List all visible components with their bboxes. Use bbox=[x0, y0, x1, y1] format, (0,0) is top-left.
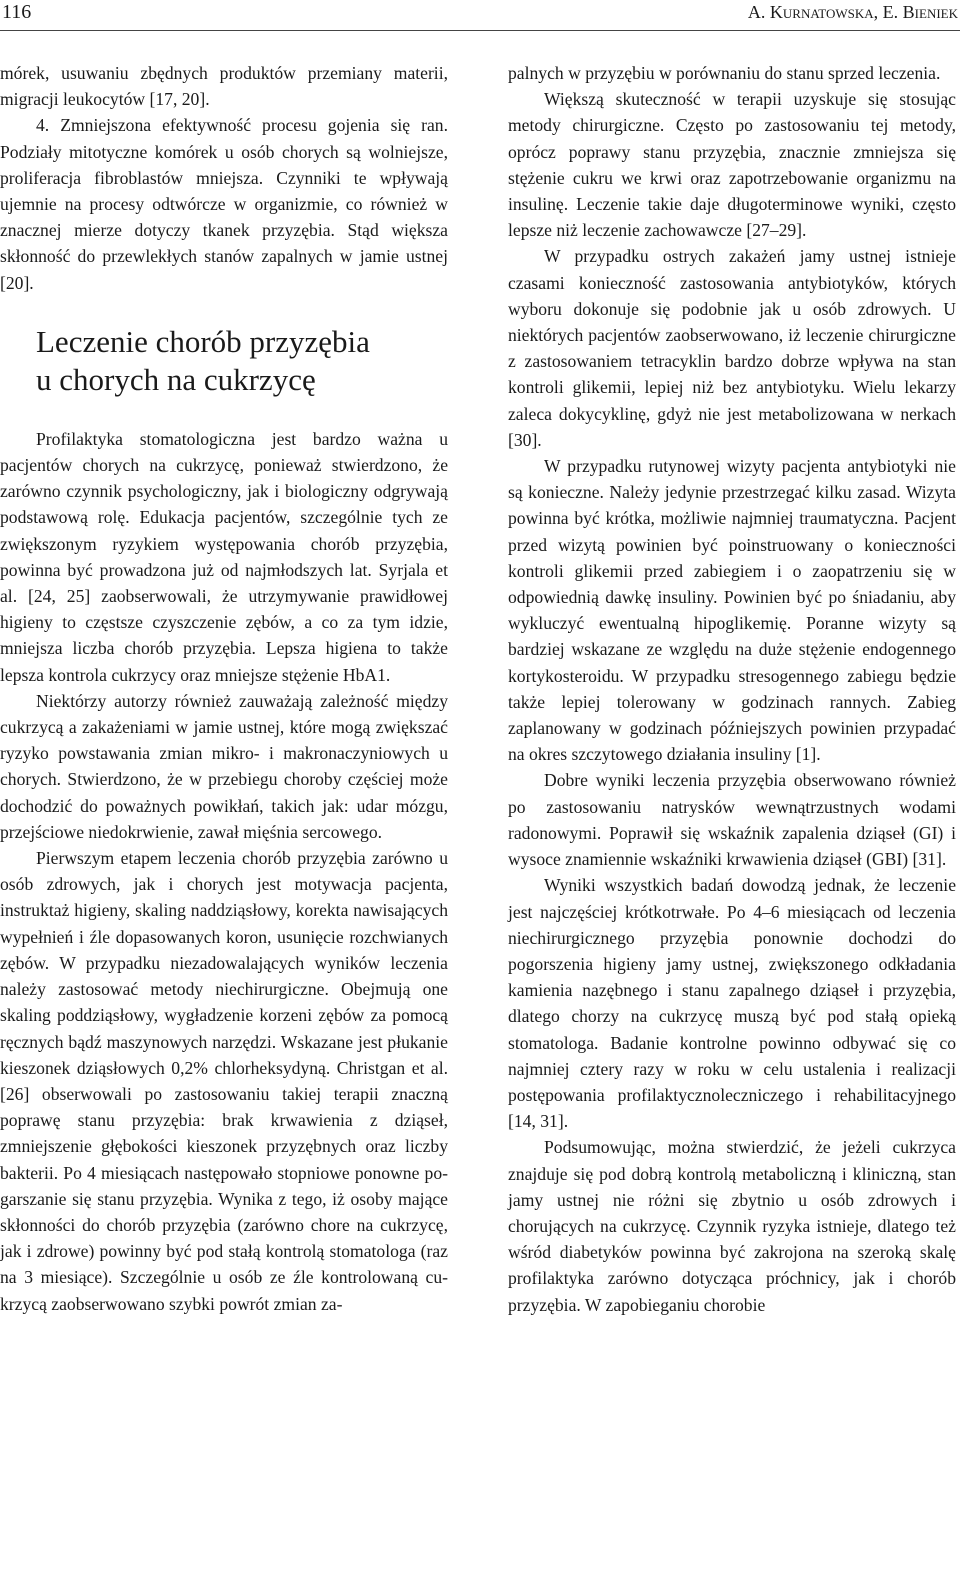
paragraph: Większą skuteczność w terapii uzyskuje się stosując metody chirurgiczne. Często po zastosowaniu tej metody, oprócz poprawy stanu przyzębia, znacznie zmniejsza się stężenie cukru we krwi oraz zapotrzebowanie organizmu na insulinę. Leczenie takie daje długoterminowe wyniki, często lepsze niż leczenie zachowawcze [27–29]. bbox=[508, 89, 956, 241]
paragraph: Wyniki wszystkich badań dowodzą jednak, że leczenie jest najczęściej krótkotrwałe. Po 4–6 miesiącach od leczenia niechirurgicznego przyzębia ponownie dochodzi do pogorszenia higieny jamy ustnej, zwiększonego odkładania kamienia nazębnego i stanu zapalnego dziąseł i przyzębia, dlatego chorzy na cukrzycę muszą być pod stałą opieką stomatologa. Badanie kontrolne powinno odbywać się co najmniej cztery razy w roku w celu ustalenia i realizacji postępowania profilaktycznoleczniczego i rehabilitacyjnego [14, 31]. bbox=[508, 875, 956, 1132]
section-heading-line: u chorych na cukrzycę bbox=[36, 361, 316, 397]
paragraph: Pierwszym etapem leczenia chorób przyzębia zarówno u osób zdrowych, jak i chorych jest motywacja pacjenta, instruktaż higieny, skaling naddziąsłowy, korekta nawisających wypełnień i źle dopasowanych koron, usunięcie rozchwianych zębów. W przypadku niezadowalających wyników leczenia należy zastosować metody niechirurgiczne. Obejmują one skaling poddziąsłowy, wygładzenie korzeni zębów za pomocą ręcznych bądź maszynowych narzędzi. Wskazane jest płukanie kieszonek dziąsłowych 0,2% chlorheksydyną. Christgan et al. [26] obserwowali po zastosowaniu takiej terapii znaczną poprawę stanu przyzębia: brak krwawienia z dziąseł, zmniejszenie głębokości kieszonek przyzębnych oraz liczby bakterii. Po 4 miesiącach następowało stopniowe ponowne pogarszanie się stanu przyzębia. Wynika z tego, iż osoby mające skłonności do chorób przyzębia (zarówno chore na cukrzycę, jak i zdrowe) powinny być pod stałą kontrolą stomatologa (raz na 3 miesiące). Szczególnie u osób ze źle kontrolowaną cukrzycą zaobserwowano szybki powrót zmian za- bbox=[0, 848, 448, 1314]
section-heading bbox=[36, 323, 448, 399]
paragraph: Niektórzy autorzy również zauważają zależność między cukrzycą a zakażeniami w jamie ustnej, które mogą zwiększać ryzyko powstawania zmian mikro- i makronaczyniowych u chorych. Stwierdzono, że w przebiegu choroby częściej może dochodzić do poważnych powikłań, takich jak: udar mózgu, przejściowe niedokrwienie, zawał mięśnia sercowego. bbox=[0, 690, 448, 842]
page-number: 116 bbox=[2, 1, 32, 23]
paragraph: Podsumowując, można stwierdzić, że jeżeli cukrzyca znajduje się pod dobrą kontrolą metaboliczną i kliniczną, stan jamy ustnej nie różni się zbytnio u osób zdrowych i chorujących na cukrzycę. Czynnik ryzyka istnieje, dlatego też wśród diabetyków powinna być zakrojona na szeroką skalę profilaktyka zarówno dotycząca próchnicy, jak i chorób przyzębia. W zapobieganiu chorobie bbox=[508, 1137, 956, 1315]
running-header bbox=[0, 0, 960, 31]
paragraph: 4. Zmniejszona efektywność procesu gojenia się ran. Podziały mitotyczne komórek u osób chorych są wolniejsze, proliferacja fibroblastów mniejsza. Czynniki te wpływają ujemnie na procesy odtwórcze w organizmie, co również w znacznej mierze dotyczy tkanek przyzębia. Stąd większa skłonność do przewlekłych stanów zapalnych w jamie ustnej [20]. bbox=[0, 115, 448, 293]
paragraph: Profilaktyka stomatologiczna jest bardzo ważna u pacjentów chorych na cukrzycę, ponieważ stwierdzono, że zarówno czynnik psychologiczny, jak i biologiczny odgrywają podstawową rolę. Edukacja pacjentów, szczególnie tych ze zwiększonym ryzykiem występowania chorób przyzębia, powinna być prowadzona już od najmłodszych lat. Syrjala et al. [24, 25] zaobserwowali, że utrzymywanie prawidłowej higieny to częstsze czyszczenie zębów, a co za tym idzie, mniejsza liczba chorób przyzębia. Lepsza higiena to także lepsza kontrola cukrzycy oraz mniejsze stężenie HbA1. bbox=[0, 428, 448, 685]
running-authors: A. Kurnatowska, E. Bieniek bbox=[747, 2, 958, 22]
section-heading-line: Leczenie chorób przyzębia bbox=[36, 323, 370, 359]
paragraph: W przypadku ostrych zakażeń jamy ustnej istnieje czasami konieczność zastosowania antybiotyków, których wyboru dokonuje się podobnie jak u osób zdrowych. U niektórych pacjentów zaobserwowano, iż leczenie chirurgiczne z zastosowaniem tetracyklin bardzo dobrze wpływa na stan kontroli glikemii, lepiej niż bez antybiotyku. Wielu lekarzy zaleca dokycyklinę, gdyż nie jest metabolizowana w nerkach [30]. bbox=[508, 246, 956, 450]
paragraph: W przypadku rutynowej wizyty pacjenta antybiotyki nie są konieczne. Należy jedynie przestrzegać kilku zasad. Wizyta powinna być krótka, możliwie najmniej traumatyczna. Pacjent przed wizytą powinien być poinstruowany o konieczności kontroli glikemii przed zabiegiem i o zaopatrzeniu się w odpowiednią dawkę insuliny. Powinien być po śniadaniu, aby wykluczyć ewentualną hipoglikemię. Poranne wizyty są bardziej wskazane ze względu na duże stężenie endogennego kortykosteroidu. W przypadku stresogennego zabiegu będzie także lepiej tolerowany w godzinach rannych. Zabieg zaplanowany w godzinach późniejszych powinien przypadać na okres szczytowego działania insuliny [1]. bbox=[508, 456, 956, 765]
left-column bbox=[0, 60, 448, 1317]
paragraph: palnych w przyzębiu w porównaniu do stanu sprzed leczenia. bbox=[508, 63, 941, 83]
right-column bbox=[508, 60, 956, 1318]
paragraph: mórek, usuwaniu zbędnych produktów przemiany materii, migracji leukocytów [17, 20]. bbox=[0, 63, 448, 110]
paragraph: Dobre wyniki leczenia przyzębia obserwowano również po zastosowaniu natrysków wewnątrzustnych wodami radonowymi. Poprawił się wskaźnik zapalenia dziąseł (GI) i wysoce znamiennie wskaźniki krwawienia dziąseł (GBI) [31]. bbox=[508, 770, 956, 870]
